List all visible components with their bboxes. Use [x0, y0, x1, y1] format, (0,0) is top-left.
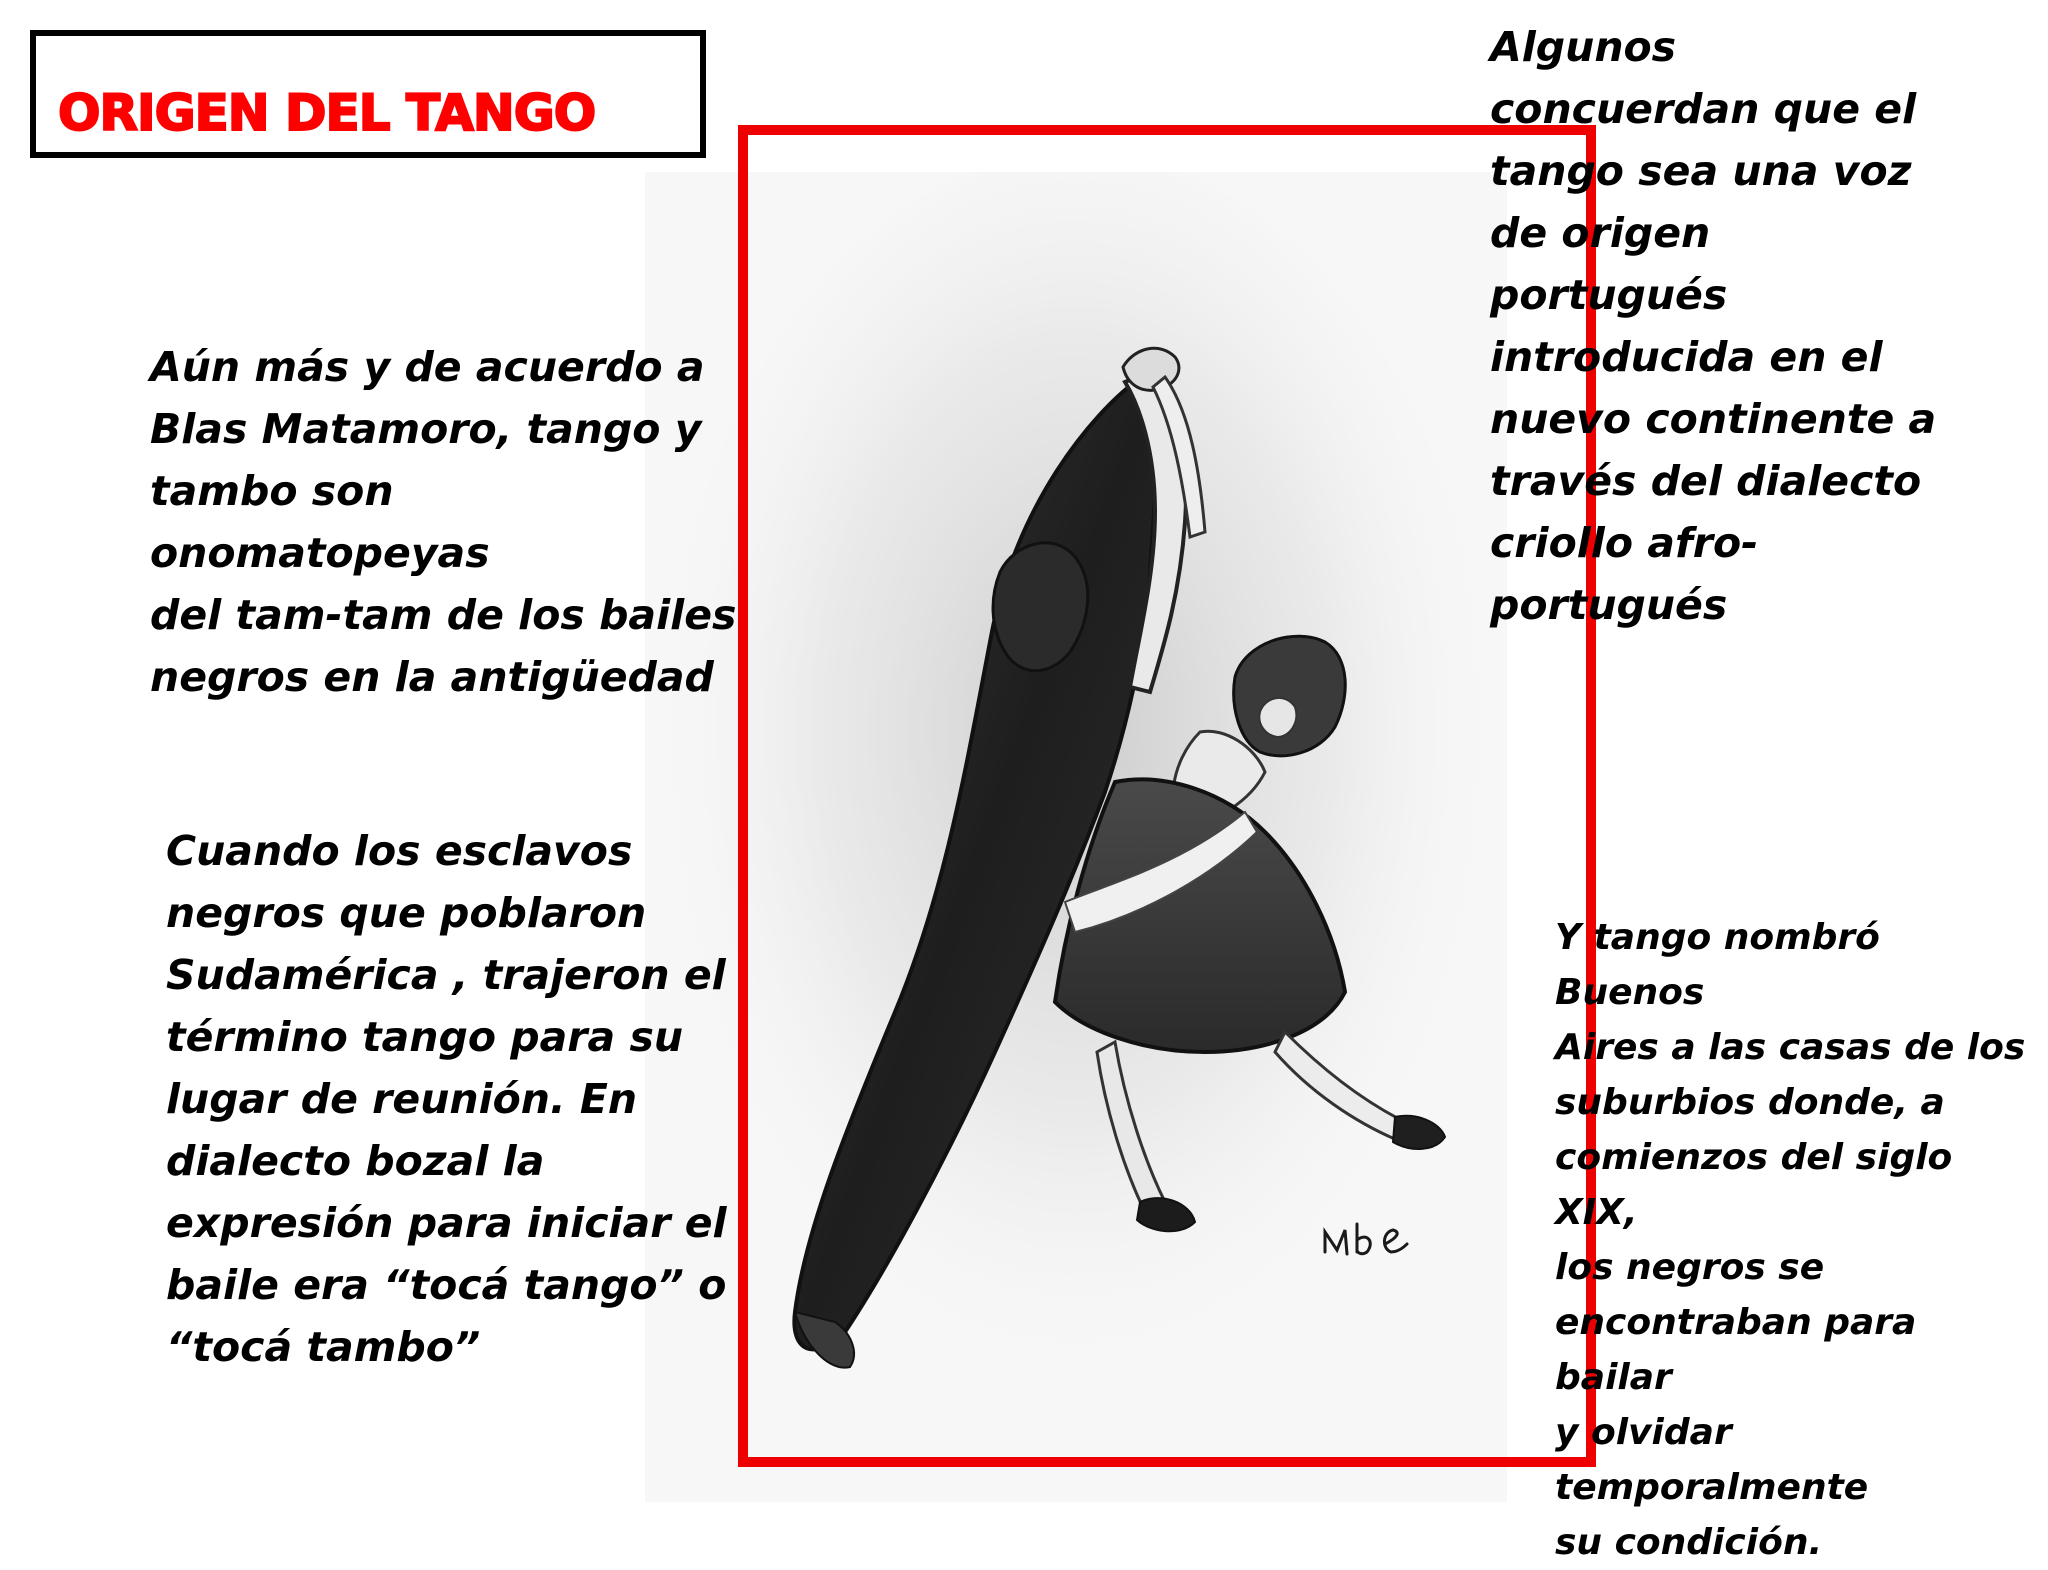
- text-block-esclavos: Cuando los esclavos negros que poblaron Sudamérica , trajeron el término tango para su lugar de reunión. En dialecto bozal la expresión para iniciar el baile era “tocá tango” o “tocá tambo”: [166, 827, 727, 1371]
- title-box: [30, 30, 706, 158]
- text-block-portugues: Algunos concuerdan que el tango sea una voz de origen portugués introducida en el nuevo continente a través del dialecto criollo afro- portugués: [1490, 23, 1937, 629]
- text-block-matamoro: Aún más y de acuerdo a Blas Matamoro, tango y tambo son onomatopeyas del tam-tam de los bailes negros en la antigüedad: [150, 343, 737, 701]
- woman-face: [1259, 698, 1296, 737]
- slide-title: ORIGEN DEL TANGO: [58, 84, 596, 142]
- tango-couple-drawing: [645, 172, 1507, 1502]
- woman-head: [1234, 636, 1346, 756]
- text-block-buenos-aires: Y tango nombró Buenos Aires a las casas de los suburbios donde, a comienzos del siglo XIX, los negros se encontraban para bailar y olvidar temporalmente su condición.: [1555, 917, 2026, 1563]
- drawing-svg: [645, 172, 1507, 1502]
